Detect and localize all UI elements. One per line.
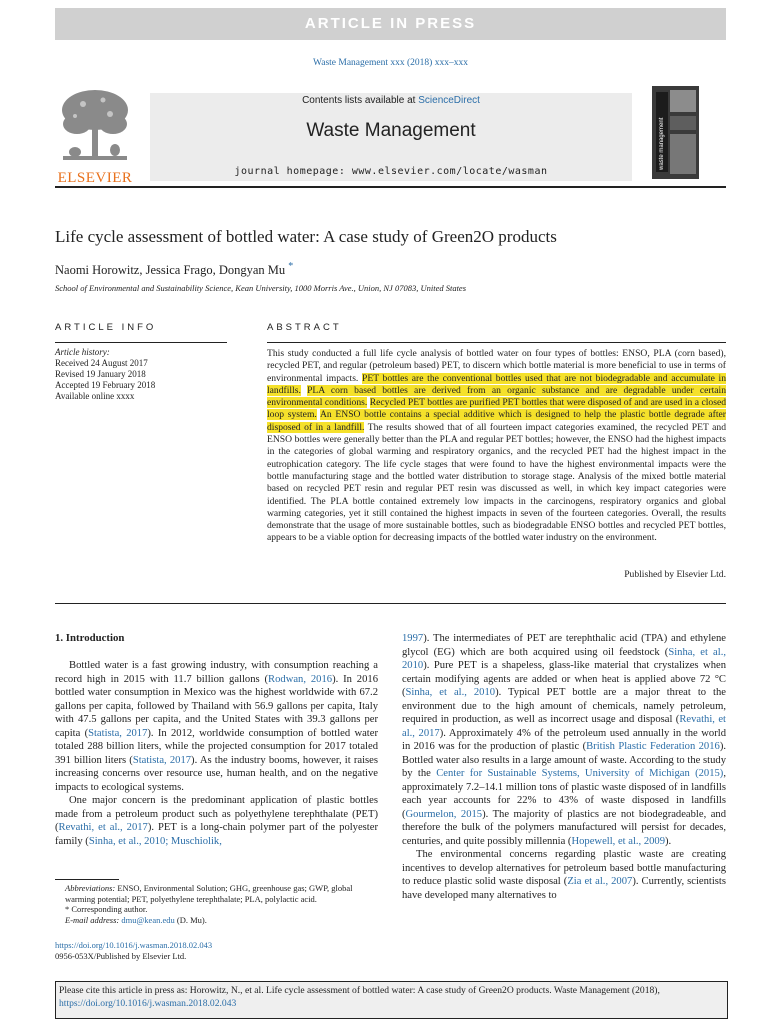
author-names: Naomi Horowitz, Jessica Frago, Dongyan Mu [55, 263, 286, 278]
email-link[interactable]: dmu@kean.edu [121, 914, 175, 925]
contents-line [150, 95, 632, 106]
citation-link[interactable]: Statista, 2017 [132, 754, 192, 766]
history-label: Article history: [55, 347, 110, 357]
abstract-intro: This study conducted a full life cycle analysis of bottled water on four types of bottles: ENSO, PLA (corn based), recycled PET, and regular (petroleum based) PET, to discern which bottle material is more beneficial to use in terms of environmental impacts. [267, 348, 726, 384]
footnotes [55, 883, 375, 925]
date-accepted: Accepted 19 February 2018 [55, 380, 156, 390]
please-cite-text: Please cite this article in press as: Horowitz, N., et al. Life cycle assessment of bottled water: A case study of Green2O products. Waste Management (2018), [59, 985, 660, 996]
intro-paragraph-1: Bottled water is a fast growing industry, with consumption reaching a record high in 2015 with 11.7 billion gallons (Rodwan, 2016). In 2016 bottled water consumption in Mexico was the highest worldwide with 67.2 gallons per capita, followed by Thailand with 56.9 gallons per capita, Italy with 47.5 gallons per capita, and the United States with 39.3 gallons per capita (Statista, 2017). In 2012, worldwide consumption of bottled water totaled 288 billion liters, while the projected consumption for 2017 totaled 391 billion liters (Statista, 2017). As the industry booms, however, it raises increasing concerns over resource use, human health, and on the negative impacts to ecological systems. [55, 660, 378, 793]
doi-link[interactable]: https://doi.org/10.1016/j.wasman.2018.02.043 [55, 940, 213, 950]
highlight-pla: PLA corn based bottles are derived from an organic substance and are degradable under certain environmental conditions. [267, 384, 726, 409]
journal-homepage-link[interactable]: journal homepage: www.elsevier.com/locate/wasman [234, 166, 548, 177]
citation-link[interactable]: Gourmelon, 2015 [405, 808, 483, 820]
article-in-press-banner: ARTICLE IN PRESS [55, 8, 726, 40]
citation-link[interactable]: Sinha, et al., 2010; Muschiolik, [88, 835, 222, 847]
highlight-enso: An ENSO bottle contains a special additive which is designed to help the plastic bottle degrade after disposed of in a landfill. [267, 409, 726, 433]
citation-link[interactable]: Revathi, et al., 2017 [402, 714, 726, 739]
elsevier-logo[interactable] [55, 86, 135, 186]
sciencedirect-link[interactable]: ScienceDirect [418, 95, 480, 106]
please-cite-doi-link[interactable]: https://doi.org/10.1016/j.wasman.2018.02.043 [59, 998, 237, 1009]
corresponding-author-footnote: * Corresponding author. [65, 904, 148, 914]
citation-link[interactable]: Statista, 2017 [88, 727, 148, 739]
elsevier-wordmark: ELSEVIER [57, 170, 133, 186]
contents-prefix: Contents lists available at [302, 95, 419, 106]
highlight-recycled-pet: Recycled PET bottles are purified PET bottles that were disposed of and are used in a closed loop system. [267, 397, 726, 421]
citation-link[interactable]: Center for Sustainable Systems, University of Michigan (2015) [436, 768, 724, 779]
author-affiliation: School of Environmental and Sustainability Science, Kean University, 1000 Morris Ave., Union, NJ 07083, United States [55, 283, 467, 293]
abstract-heading: ABSTRACT [267, 322, 342, 333]
email-footnote: E-mail address: dmu@kean.edu (D. Mu). [65, 914, 207, 925]
article-info-heading: ARTICLE INFO [55, 322, 157, 333]
left-column [55, 659, 378, 848]
abbreviations-footnote: Abbreviations: ENSO, Environmental Solution; GHG, greenhouse gas; GWP, global warming potential; PET, polyethylene terephthalate; PLA, polylactic acid. [65, 883, 353, 904]
citation-link[interactable]: 1997 [402, 633, 424, 644]
intro-paragraph-2: One major concern is the predominant application of plastic bottles made from a petroleum product such as polyethylene terephthalate (PET) (Revathi, et al., 2017). PET is a long-chain polymer part of the polyester family (Sinha, et al., 2010; Muschiolik, [55, 795, 378, 847]
abstract-rule [267, 342, 726, 343]
intro-paragraph-3: The environmental concerns regarding plastic waste are creating incentives to develop alternatives for petroleum based bottle manufacturing to reduce plastic solid waste disposal (Zia et al., 2007). Currently, scientists have developed many alternatives to [402, 849, 726, 901]
article-info-rule [55, 342, 227, 343]
elsevier-tree-icon [55, 86, 135, 166]
citation-link[interactable]: Zia et al., 2007 [567, 876, 633, 887]
journal-name: Waste Management [306, 120, 476, 141]
corresponding-author-mark[interactable]: * [288, 261, 294, 272]
date-received: Received 24 August 2017 [55, 358, 148, 368]
date-online: Available online xxxx [55, 391, 135, 401]
footnote-rule [55, 879, 119, 880]
please-cite-box [55, 981, 728, 1019]
header-divider [55, 186, 726, 188]
citation-link[interactable]: Hopewell, et al., 2009 [571, 835, 666, 847]
highlight-pet: PET bottles are the conventional bottles used that are not biodegradable and accumulate in landfills. [267, 372, 727, 396]
intro-paragraph-2-cont: 1997). The intermediates of PET are terephthalic acid (TPA) and ethylene glycol (EG) which are both acquired using oil feedstock (Sinha, et al., 2010). Pure PET is a shapeless, glass-like material that crystalizes when certain modifying agents are added or when heat is applied above 72 °C (Sinha, et al., 2010). Typical PET bottle are a major threat to the environment due to the high amount of chemicals, namely petroleum, required in production, as well as incorrect usage and disposal (Revathi, et al., 2017). Approximately 4% of the petroleum used annually in the world in 2016 was for the production of plastic (British Plastic Federation 2016). Bottled water also results in a large amount of waste. According to the study by the Center for Sustainable Systems, University of Michigan (2015), approximately 7.2–14.1 million tons of plastic waste disposed of in landfills each year accounts for 22% to 43% of waste disposed in landfills (Gourmelon, 2015). The majority of plastics are not biodegradeable, and therefore the bulk of the polymers manufactured will persist for decades, centuries, and quite possibly millennia (Hopewell, et al., 2009). [402, 633, 727, 847]
journal-citation-link[interactable]: Waste Management xxx (2018) xxx–xxx [313, 58, 468, 68]
author-list [55, 261, 726, 278]
abstract-text [267, 348, 726, 545]
citation-link[interactable]: Sinha, et al., 2010 [405, 687, 496, 698]
citation-link[interactable]: Rodwan, 2016 [268, 673, 333, 685]
citation-link[interactable]: Revathi, et al., 2017 [58, 822, 148, 833]
journal-cover-thumbnail[interactable] [652, 86, 699, 179]
article-title: Life cycle assessment of bottled water: A case study of Green2O products [55, 227, 557, 246]
date-revised: Revised 19 January 2018 [55, 369, 146, 379]
issn-line: 0956-053X/Published by Elsevier Ltd. [55, 951, 187, 961]
citation-link[interactable]: British Plastic Federation 2016 [586, 741, 720, 752]
abstract-results: The results showed that of all fourteen impact categories examined, the recycled PET and ENSO bottles were generally better than the PLA and regular PET bottles; however, the ENSO had the highest impacts in the categories of global warming and respiratory organics, and the recycled PET had the highest impact in the eutrophication category. The life cycle stages that were found to have the highest environmental impacts were the bottle manufacturing stage and the bottled water distribution to storage stage. Analysis of the mixed bottle material based on recycled PET resin and regular PET resin was discussed as well, in which key impact categories were identified. The PLA bottle contained extremely low impacts in the carcinogens, respiratory organics and global warming categories, yet it still contained the highest impacts in seven of the fourteen categories. Overall, the results demonstrate that the usage of more sustainable bottles, such as biodegradable ENSO bottles and recycled PET bottles, appears to be a viable option for decreasing impacts of the bottled water industry on the environment. [267, 421, 726, 544]
article-history [55, 347, 227, 402]
citation-link[interactable]: Sinha, et al., 2010 [402, 646, 726, 671]
publisher-line: Published by Elsevier Ltd. [624, 569, 726, 580]
cover-spine-text: waste management [659, 117, 665, 170]
doi-block [55, 940, 212, 962]
abstract-end-rule [55, 603, 726, 604]
section-heading-introduction: 1. Introduction [55, 632, 125, 644]
right-column [402, 632, 726, 902]
